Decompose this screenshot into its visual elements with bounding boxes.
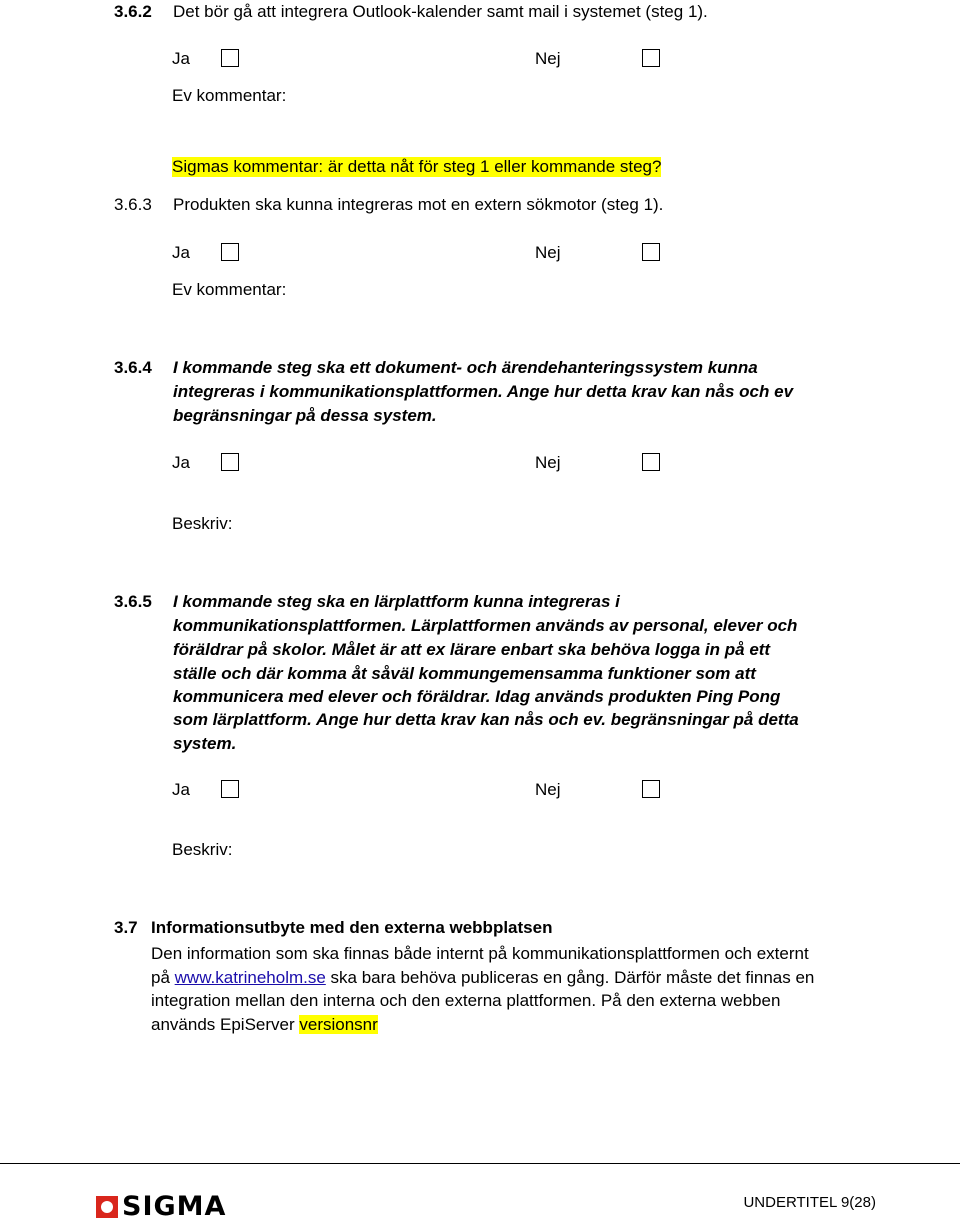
no-checkbox[interactable] (642, 49, 660, 67)
katrineholm-link[interactable]: www.katrineholm.se (174, 968, 326, 987)
describe-label: Beskriv: (172, 840, 233, 859)
paragraph-line: Den information som ska finnas både internt på kommunikationsplattformen och externt (151, 944, 809, 963)
no-label: Nej (535, 243, 561, 262)
no-label: Nej (535, 780, 561, 799)
section-number: 3.7 (114, 918, 138, 937)
yes-label: Ja (172, 243, 190, 262)
section-text-line: I kommande steg ska en lärplattform kunna integreras i (173, 592, 620, 611)
section-number: 3.6.4 (114, 358, 152, 377)
sigma-logo-icon (96, 1196, 118, 1218)
highlighted-text: versionsnr (299, 1015, 378, 1034)
page-label: UNDERTITEL 9(28) (743, 1194, 876, 1211)
sigma-logo (96, 1191, 226, 1222)
section-number: 3.6.5 (114, 592, 152, 611)
no-checkbox[interactable] (642, 780, 660, 798)
paragraph-line (151, 1015, 378, 1035)
section-text-line: kommunicera med elever och föräldrar. Idag används produkten Ping Pong (173, 687, 781, 706)
no-label: Nej (535, 49, 561, 68)
section-number: 3.6.2 (114, 2, 152, 21)
yes-checkbox[interactable] (221, 453, 239, 471)
paragraph-line: integration mellan den interna och den externa plattformen. På den externa webben (151, 991, 781, 1010)
section-title: Det bör gå att integrera Outlook-kalender samt mail i systemet (steg 1). (173, 2, 708, 21)
footer-divider (0, 1163, 960, 1164)
text-fragment: används EpiServer (151, 1015, 300, 1034)
yes-checkbox[interactable] (221, 780, 239, 798)
section-text-line: system. (173, 734, 237, 753)
yes-label: Ja (172, 780, 190, 799)
section-number: 3.6.3 (114, 195, 152, 214)
section-text-line: integreras i kommunikationsplattformen. Ange hur detta krav kan nås och ev (173, 382, 794, 401)
yes-checkbox[interactable] (221, 243, 239, 261)
text-fragment: på (151, 968, 175, 987)
section-text-line: I kommande steg ska ett dokument- och ärendehanteringssystem kunna (173, 358, 758, 377)
comment-label: Ev kommentar: (172, 86, 287, 105)
yes-label: Ja (172, 453, 190, 472)
yes-label: Ja (172, 49, 190, 68)
text-fragment: ska bara behöva publiceras en gång. Därför måste det finnas en (325, 968, 815, 987)
paragraph-line (151, 968, 814, 988)
describe-label: Beskriv: (172, 514, 233, 533)
yes-checkbox[interactable] (221, 49, 239, 67)
section-title: Produkten ska kunna integreras mot en extern sökmotor (steg 1). (173, 195, 664, 214)
sigma-logo-text: SIGMA (122, 1191, 227, 1222)
no-checkbox[interactable] (642, 243, 660, 261)
comment-label: Ev kommentar: (172, 280, 287, 299)
section-text-line: begränsningar på dessa system. (173, 406, 437, 425)
section-text-line: som lärplattform. Ange hur detta krav kan nås och ev. begränsningar på detta (173, 710, 799, 729)
sigma-comment: Sigmas kommentar: är detta nåt för steg 1 eller kommande steg? (172, 157, 662, 176)
section-title: Informationsutbyte med den externa webbplatsen (151, 918, 553, 937)
section-text-line: ställe och där komma åt såväl kommungemensamma funktioner som att (173, 664, 756, 683)
section-text-line: kommunikationsplattformen. Lärplattformen används av personal, elever och (173, 616, 798, 635)
section-text-line: föräldrar på skolor. Målet är att ex lärare enbart ska behöva logga in på ett (173, 640, 771, 659)
no-checkbox[interactable] (642, 453, 660, 471)
no-label: Nej (535, 453, 561, 472)
